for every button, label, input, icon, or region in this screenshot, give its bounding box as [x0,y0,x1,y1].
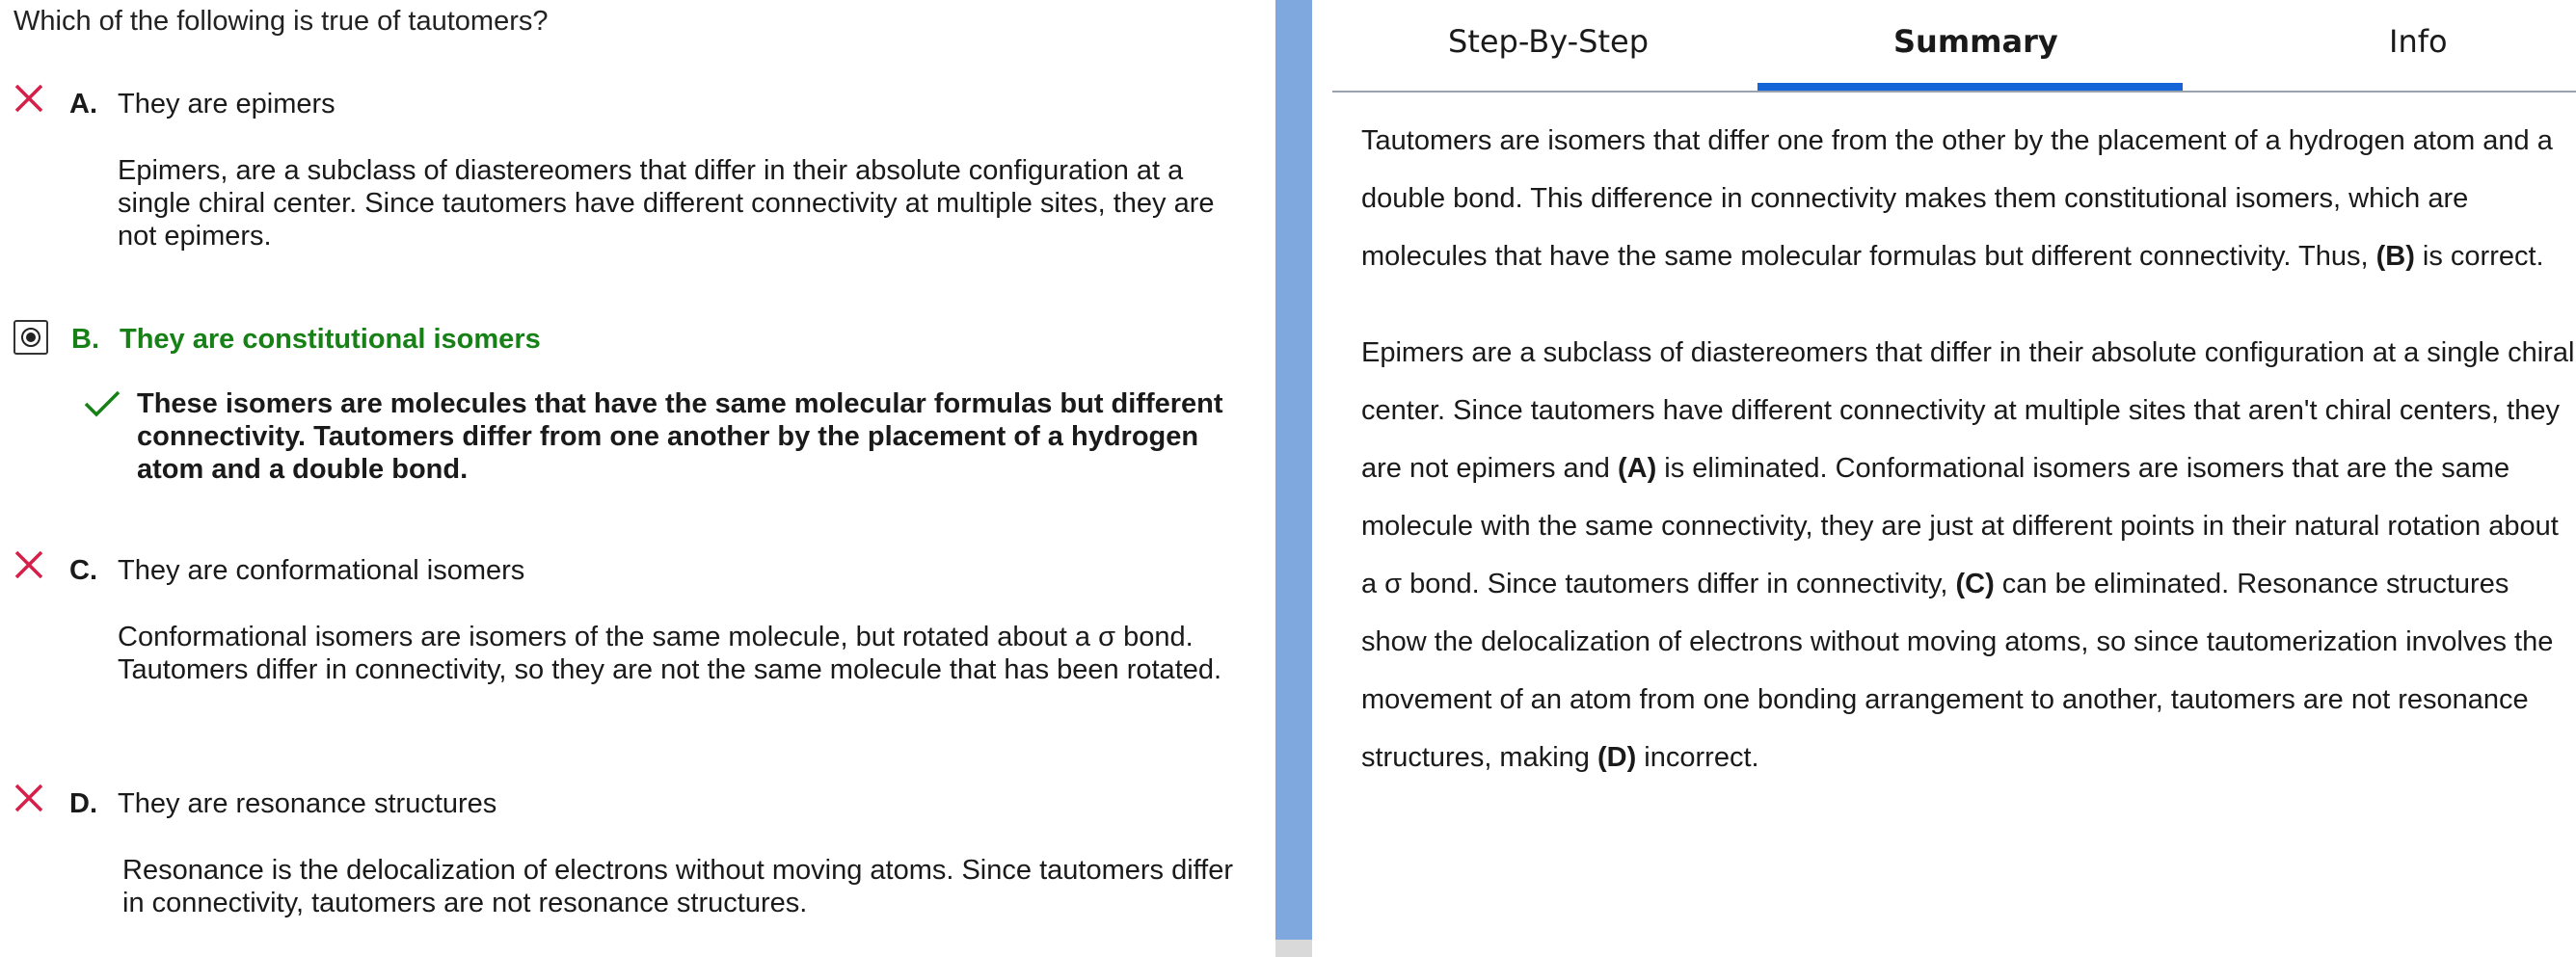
choice-letter: A. [69,89,97,120]
pane-scrollbar[interactable] [1275,0,1312,957]
choice-letter: C. [69,555,97,586]
explanation-pane [1312,0,2576,957]
choice-label: They are resonance structures [118,788,497,819]
summary-paragraph: Tautomers are isomers that differ one from the other by the placement of a hydrogen atom and a double bond. This difference in connectivity makes them constitutional isomers, which are molecules that have the same molecular formulas but different connectivity. Thus, (B) is correct. [1361,125,2553,272]
x-icon [13,83,44,114]
choice-label: They are conformational isomers [118,555,525,586]
choice-letter: B. [71,324,99,355]
checkmark-icon [83,389,121,418]
choice-letter: D. [69,788,97,819]
choice-explanation: Conformational isomers are isomers of the same molecule, but rotated about a σ bond. Tautomers differ in connectivity, so they are not the same molecule that has been rotated. [118,622,1222,685]
x-icon [13,549,44,580]
explanation-tabs [1332,0,2576,93]
question-text: Which of the following is true of tautomers? [13,6,549,37]
choice-label: They are epimers [118,89,335,120]
radio-selected-icon[interactable] [13,320,48,355]
scrollbar-track-end [1275,940,1312,957]
x-icon [13,783,44,813]
choice-explanation: Epimers, are a subclass of diastereomers that differ in their absolute configuration at a single chiral center. Since tautomers have different connectivity at multiple sites, they are not epimers. [118,155,1215,252]
tab-step-by-step[interactable]: Step-By-Step [1448,23,1649,60]
summary-content [1361,112,2576,825]
tab-info[interactable]: Info [2389,23,2448,60]
question-pane [0,0,1275,957]
choice-explanation: These isomers are molecules that have the same molecular formulas but different connectivity. Tautomers differ from one another by the placement of a hydrogen atom and a double bond. [137,388,1223,485]
choice-label: They are constitutional isomers [120,324,541,355]
choice-explanation: Resonance is the delocalization of electrons without moving atoms. Since tautomers differ in connectivity, tautomers are not resonance structures. [122,855,1234,918]
tab-summary[interactable]: Summary [1893,23,2058,60]
summary-paragraph: Epimers are a subclass of diastereomers that differ in their absolute configuration at a single chiral center. Since tautomers have different connectivity at multiple sites that aren't chiral centers, they are not epimers and (A) is eliminated. Conformational isomers are isomers that are the same molecule with the same connectivity, they are just at different points in their natural rotation about a σ bond. Since tautomers differ in connectivity, (C) can be eliminated. Resonance structures show the delocalization of electrons without moving atoms, so since tautomerization involves the movement of an atom from one bonding arrangement to another, tautomers are not resonance structures, making (D) incorrect. [1361,337,2575,773]
active-tab-indicator [1758,83,2183,91]
